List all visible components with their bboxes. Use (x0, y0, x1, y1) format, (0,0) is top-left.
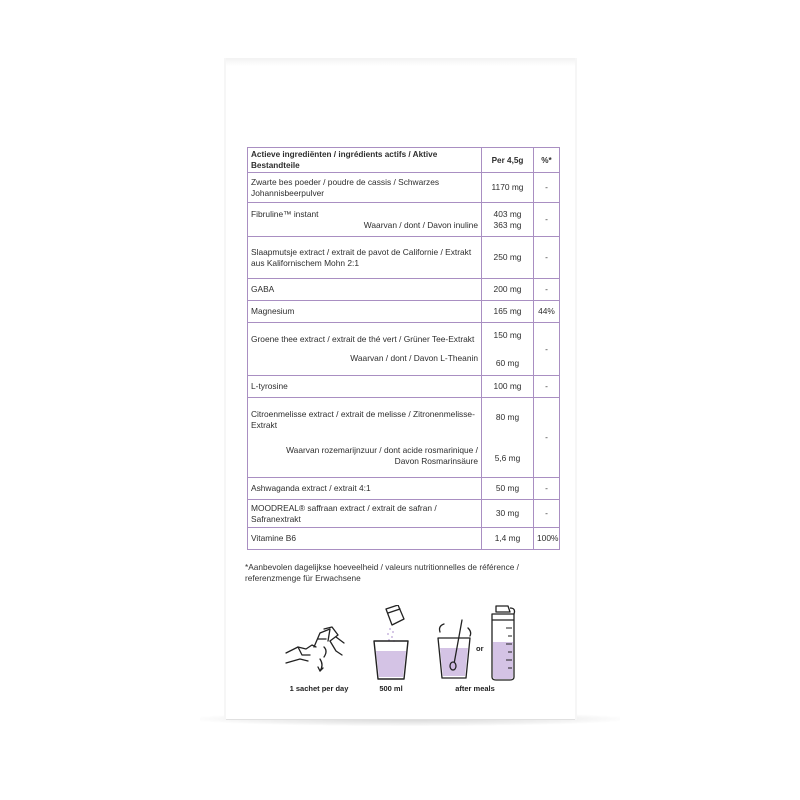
row-amount: 150 mg (493, 329, 522, 340)
row-amount-cell (482, 398, 534, 478)
row-name: Groene thee extract / extrait de thé vert / Grüner Tee-Extrakt (251, 334, 475, 344)
row-pct: - (534, 398, 560, 478)
row-cell (248, 323, 482, 376)
header-ingredients: Actieve ingrediënten / ingrédients actifs / Aktive Bestandteile (248, 148, 482, 173)
box-top-flap (226, 58, 575, 66)
row-pct: - (534, 203, 560, 237)
row-pct: - (534, 237, 560, 279)
step2-caption: 500 ml (379, 684, 403, 693)
row-amount: 165 mg (482, 301, 534, 323)
table-row (248, 237, 560, 279)
row-amount-cell (482, 203, 534, 237)
step1-caption: 1 sachet per day (289, 684, 349, 693)
row-sub: Waarvan rozemarijnzuur / dont acide rosmarinique / Davon Rosmarinsäure (286, 444, 478, 466)
hands-tearing-sachet-icon (284, 625, 348, 679)
header-percent: %* (534, 148, 560, 173)
row-amount: 50 mg (482, 478, 534, 500)
row-amount: 250 mg (482, 237, 534, 279)
row-pct: 44% (534, 301, 560, 323)
row-pct: - (534, 173, 560, 203)
table-row (248, 398, 560, 478)
or-label: or (476, 644, 484, 653)
row-sub: Waarvan / dont / Davon inuline (363, 219, 478, 230)
row-amount: 403 mg (493, 208, 522, 219)
row-name: MOODREAL® saffraan extract / extrait de safran / Safranextrakt (248, 500, 482, 528)
table-row (248, 376, 560, 398)
row-name: Fibruline™ instant (251, 208, 319, 219)
row-amount: 200 mg (482, 279, 534, 301)
row-name: Magnesium (248, 301, 482, 323)
row-pct: - (534, 279, 560, 301)
row-amount2: 5,6 mg (494, 452, 521, 463)
row-name: L-tyrosine (248, 376, 482, 398)
table-row (248, 500, 560, 528)
row-amount2: 60 mg (495, 357, 520, 368)
table-row (248, 203, 560, 237)
nutrition-table (247, 147, 560, 550)
table-row (248, 279, 560, 301)
row-sub: Waarvan / dont / Davon L-Theanin (350, 353, 478, 363)
row-pct: - (534, 478, 560, 500)
table-row (248, 528, 560, 550)
row-cell (248, 398, 482, 478)
row-amount2: 363 mg (493, 219, 522, 230)
header-per-serving: Per 4,5g (482, 148, 534, 173)
row-amount: 80 mg (495, 411, 520, 422)
row-pct: - (534, 323, 560, 376)
table-row (248, 478, 560, 500)
table-row (248, 301, 560, 323)
row-name: Slaapmutsje extract / extrait de pavot de Californie / Extrakt aus Kalifornischem Mohn 2:1 (248, 237, 482, 279)
row-name: Vitamine B6 (248, 528, 482, 550)
shaker-bottle-icon (486, 602, 520, 682)
row-cell (248, 203, 482, 237)
row-name: GABA (248, 279, 482, 301)
stir-glass-icon (434, 618, 474, 680)
row-pct: - (534, 376, 560, 398)
row-pct: 100% (534, 528, 560, 550)
row-name: Zwarte bes poeder / poudre de cassis / Schwarzes Johannisbeerpulver (248, 173, 482, 203)
row-name: Citroenmelisse extract / extrait de melisse / Zitronenmelisse-Extrakt (251, 408, 475, 430)
row-amount: 100 mg (482, 376, 534, 398)
row-amount: 1170 mg (482, 173, 534, 203)
table-row (248, 323, 560, 376)
row-amount: 30 mg (482, 500, 534, 528)
footnote: *Aanbevolen dagelijkse hoeveelheid / valeurs nutritionnelles de référence / referenzmenge für Erwachsene (245, 562, 519, 583)
row-amount-cell (482, 323, 534, 376)
row-pct: - (534, 500, 560, 528)
row-name: Ashwaganda extract / extrait 4:1 (248, 478, 482, 500)
row-amount: 1,4 mg (482, 528, 534, 550)
table-header-row (248, 148, 560, 173)
table-row (248, 173, 560, 203)
pour-into-glass-icon (368, 605, 414, 681)
step3-caption: after meals (455, 684, 495, 693)
